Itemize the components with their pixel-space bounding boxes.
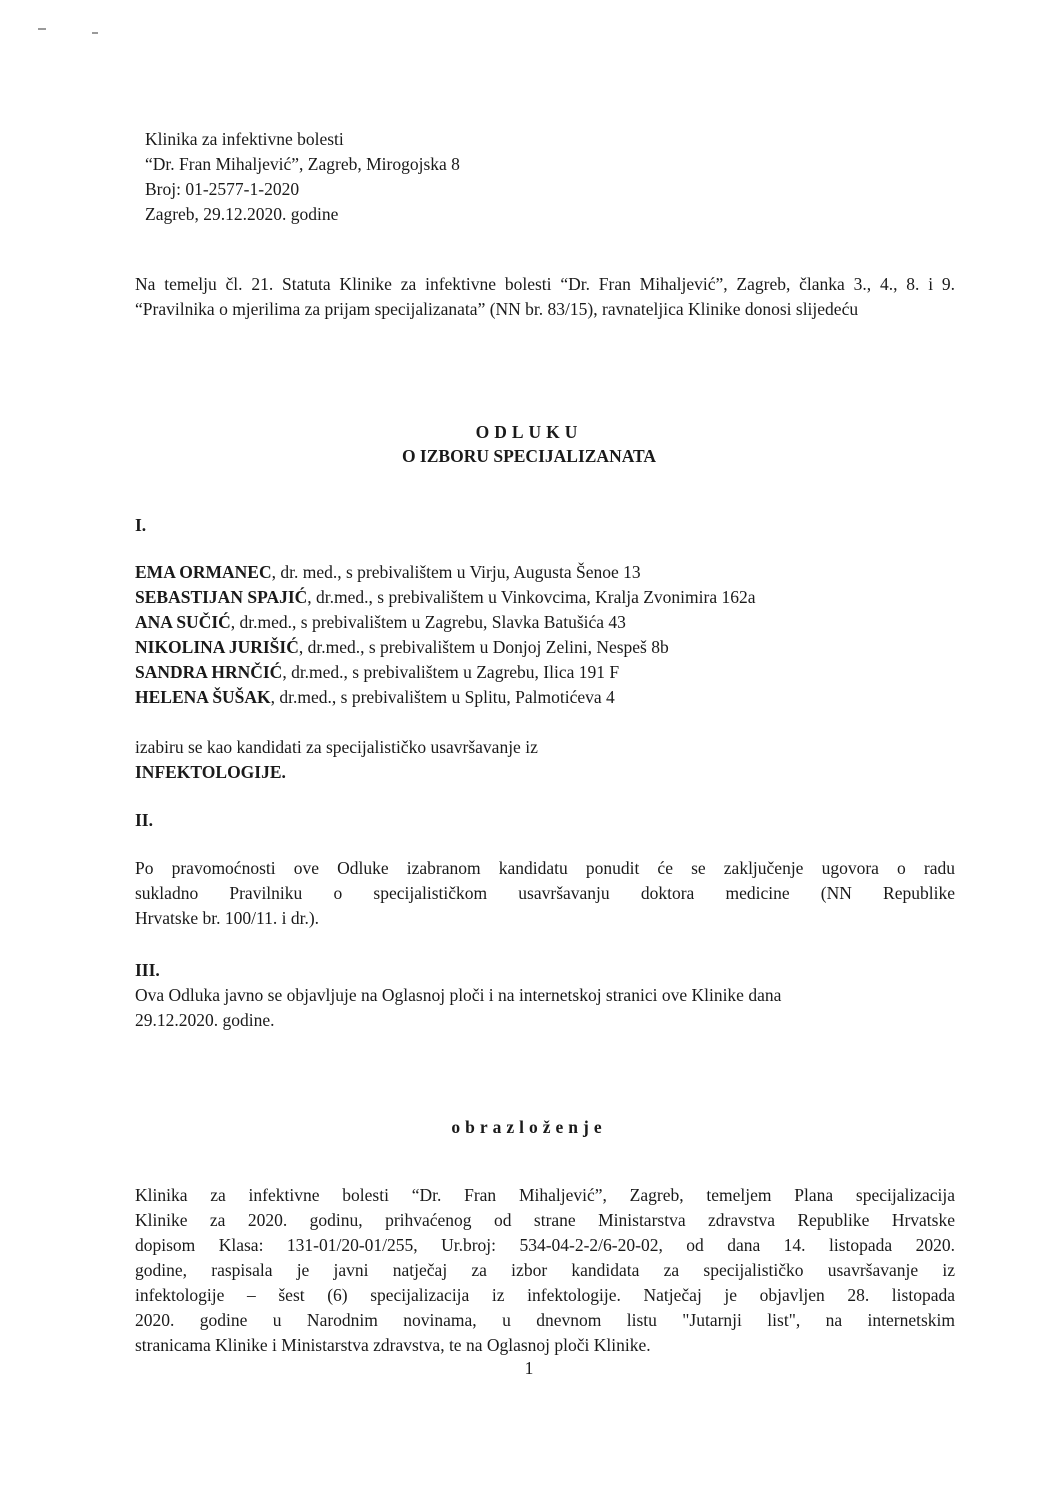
candidate-details: , dr. med., s prebivalištem u Virju, Augusta Šenoe 13 xyxy=(271,562,641,582)
candidate-list xyxy=(135,560,955,710)
list-item xyxy=(135,610,955,635)
header-date: Zagreb, 29.12.2020. godine xyxy=(145,204,339,224)
selection-text: izabiru se kao kandidati za specijalističko usavršavanje iz xyxy=(135,737,538,757)
header-institution: Klinika za infektivne bolesti xyxy=(145,129,344,149)
candidate-name: NIKOLINA JURIŠIĆ xyxy=(135,637,299,657)
paragraph-line: Ova Odluka javno se objavljuje na Oglasnoj ploči i na internetskoj stranici ove Klinike dana xyxy=(135,985,782,1005)
page-number: 1 xyxy=(524,1358,534,1378)
intro-paragraph: Na temelju čl. 21. Statuta Klinike za infektivne bolesti “Dr. Fran Mihaljević”, Zagreb, članka 3., 4., 8. i 9. “Pravilnika o mjerilima za prijam specijalizanata” (NN br. 83/15), ravnateljica Klinike donosi slijedeću xyxy=(135,274,955,319)
candidate-details: , dr.med., s prebivalištem u Zagrebu, Slavka Batušića 43 xyxy=(230,612,626,632)
paragraph-line: Hrvatske br. 100/11. i dr.). xyxy=(135,908,320,928)
candidate-name: SANDRA HRNČIĆ xyxy=(135,662,283,682)
paragraph-line: stranicama Klinike i Ministarstva zdravstva, te na Oglasnoj ploči Klinike. xyxy=(135,1335,651,1355)
obrazlozenje-paragraph xyxy=(135,1183,955,1358)
candidate-details: , dr.med., s prebivalištem u Vinkovcima, Kralja Zvonimira 162a xyxy=(307,587,756,607)
header-address: “Dr. Fran Mihaljević”, Zagreb, Mirogojska 8 xyxy=(145,154,460,174)
scan-mark xyxy=(92,32,98,34)
specialty-name: INFEKTOLOGIJE. xyxy=(135,762,286,782)
list-item xyxy=(135,635,955,660)
candidate-details: , dr.med., s prebivalištem u Donjoj Zelini, Nespeš 8b xyxy=(298,637,669,657)
section-2-heading: II. xyxy=(135,810,153,830)
paragraph-line: 2020. godine u Narodnim novinama, u dnevnom listu "Jutarnji list", na internetskim xyxy=(135,1310,955,1330)
selection-statement xyxy=(135,735,955,785)
document-subtitle: O IZBORU SPECIJALIZANATA xyxy=(401,446,657,466)
paragraph-line: Klinike za 2020. godinu, prihvaćenog od strane Ministarstva zdravstva Republike Hrvatske xyxy=(135,1210,955,1230)
candidate-details: , dr.med., s prebivalištem u Zagrebu, Ilica 191 F xyxy=(282,662,620,682)
document-header xyxy=(145,127,965,227)
header-reference-number: Broj: 01-2577-1-2020 xyxy=(145,179,300,199)
section-2-paragraph xyxy=(135,856,955,931)
obrazlozenje-heading: obrazloženje xyxy=(451,1117,607,1137)
candidate-name: HELENA ŠUŠAK xyxy=(135,687,271,707)
paragraph-line: godine, raspisala je javni natječaj za izbor kandidata za specijalističko usavršavanje iz xyxy=(135,1260,955,1280)
section-3-paragraph xyxy=(135,983,955,1033)
paragraph-line: Po pravomoćnosti ove Odluke izabranom kandidatu ponudit će se zaključenje ugovora o radu xyxy=(135,858,955,878)
list-item xyxy=(135,560,955,585)
section-3-heading: III. xyxy=(135,960,160,980)
section-1-heading: I. xyxy=(135,515,147,535)
paragraph-line: 29.12.2020. godine. xyxy=(135,1010,275,1030)
list-item xyxy=(135,660,955,685)
paragraph-line: sukladno Pravilniku o specijalističkom usavršavanju doktora medicine (NN Republike xyxy=(135,883,955,903)
candidate-name: ANA SUČIĆ xyxy=(135,612,231,632)
document-title: ODLUKU xyxy=(475,422,583,442)
paragraph-line: dopisom Klasa: 131-01/20-01/255, Ur.broj: 534-04-2-2/6-20-02, od dana 14. listopada 2020. xyxy=(135,1235,955,1255)
list-item xyxy=(135,585,955,610)
scan-mark xyxy=(38,28,46,30)
paragraph-line: infektologije – šest (6) specijalizacija iz infektologije. Natječaj je objavljen 28. listopada xyxy=(135,1285,955,1305)
list-item xyxy=(135,685,955,710)
paragraph-line: Klinika za infektivne bolesti “Dr. Fran Mihaljević”, Zagreb, temeljem Plana specijalizacija xyxy=(135,1185,955,1205)
candidate-name: SEBASTIJAN SPAJIĆ xyxy=(135,587,308,607)
candidate-name: EMA ORMANEC xyxy=(135,562,272,582)
candidate-details: , dr.med., s prebivalištem u Splitu, Palmotićeva 4 xyxy=(270,687,615,707)
